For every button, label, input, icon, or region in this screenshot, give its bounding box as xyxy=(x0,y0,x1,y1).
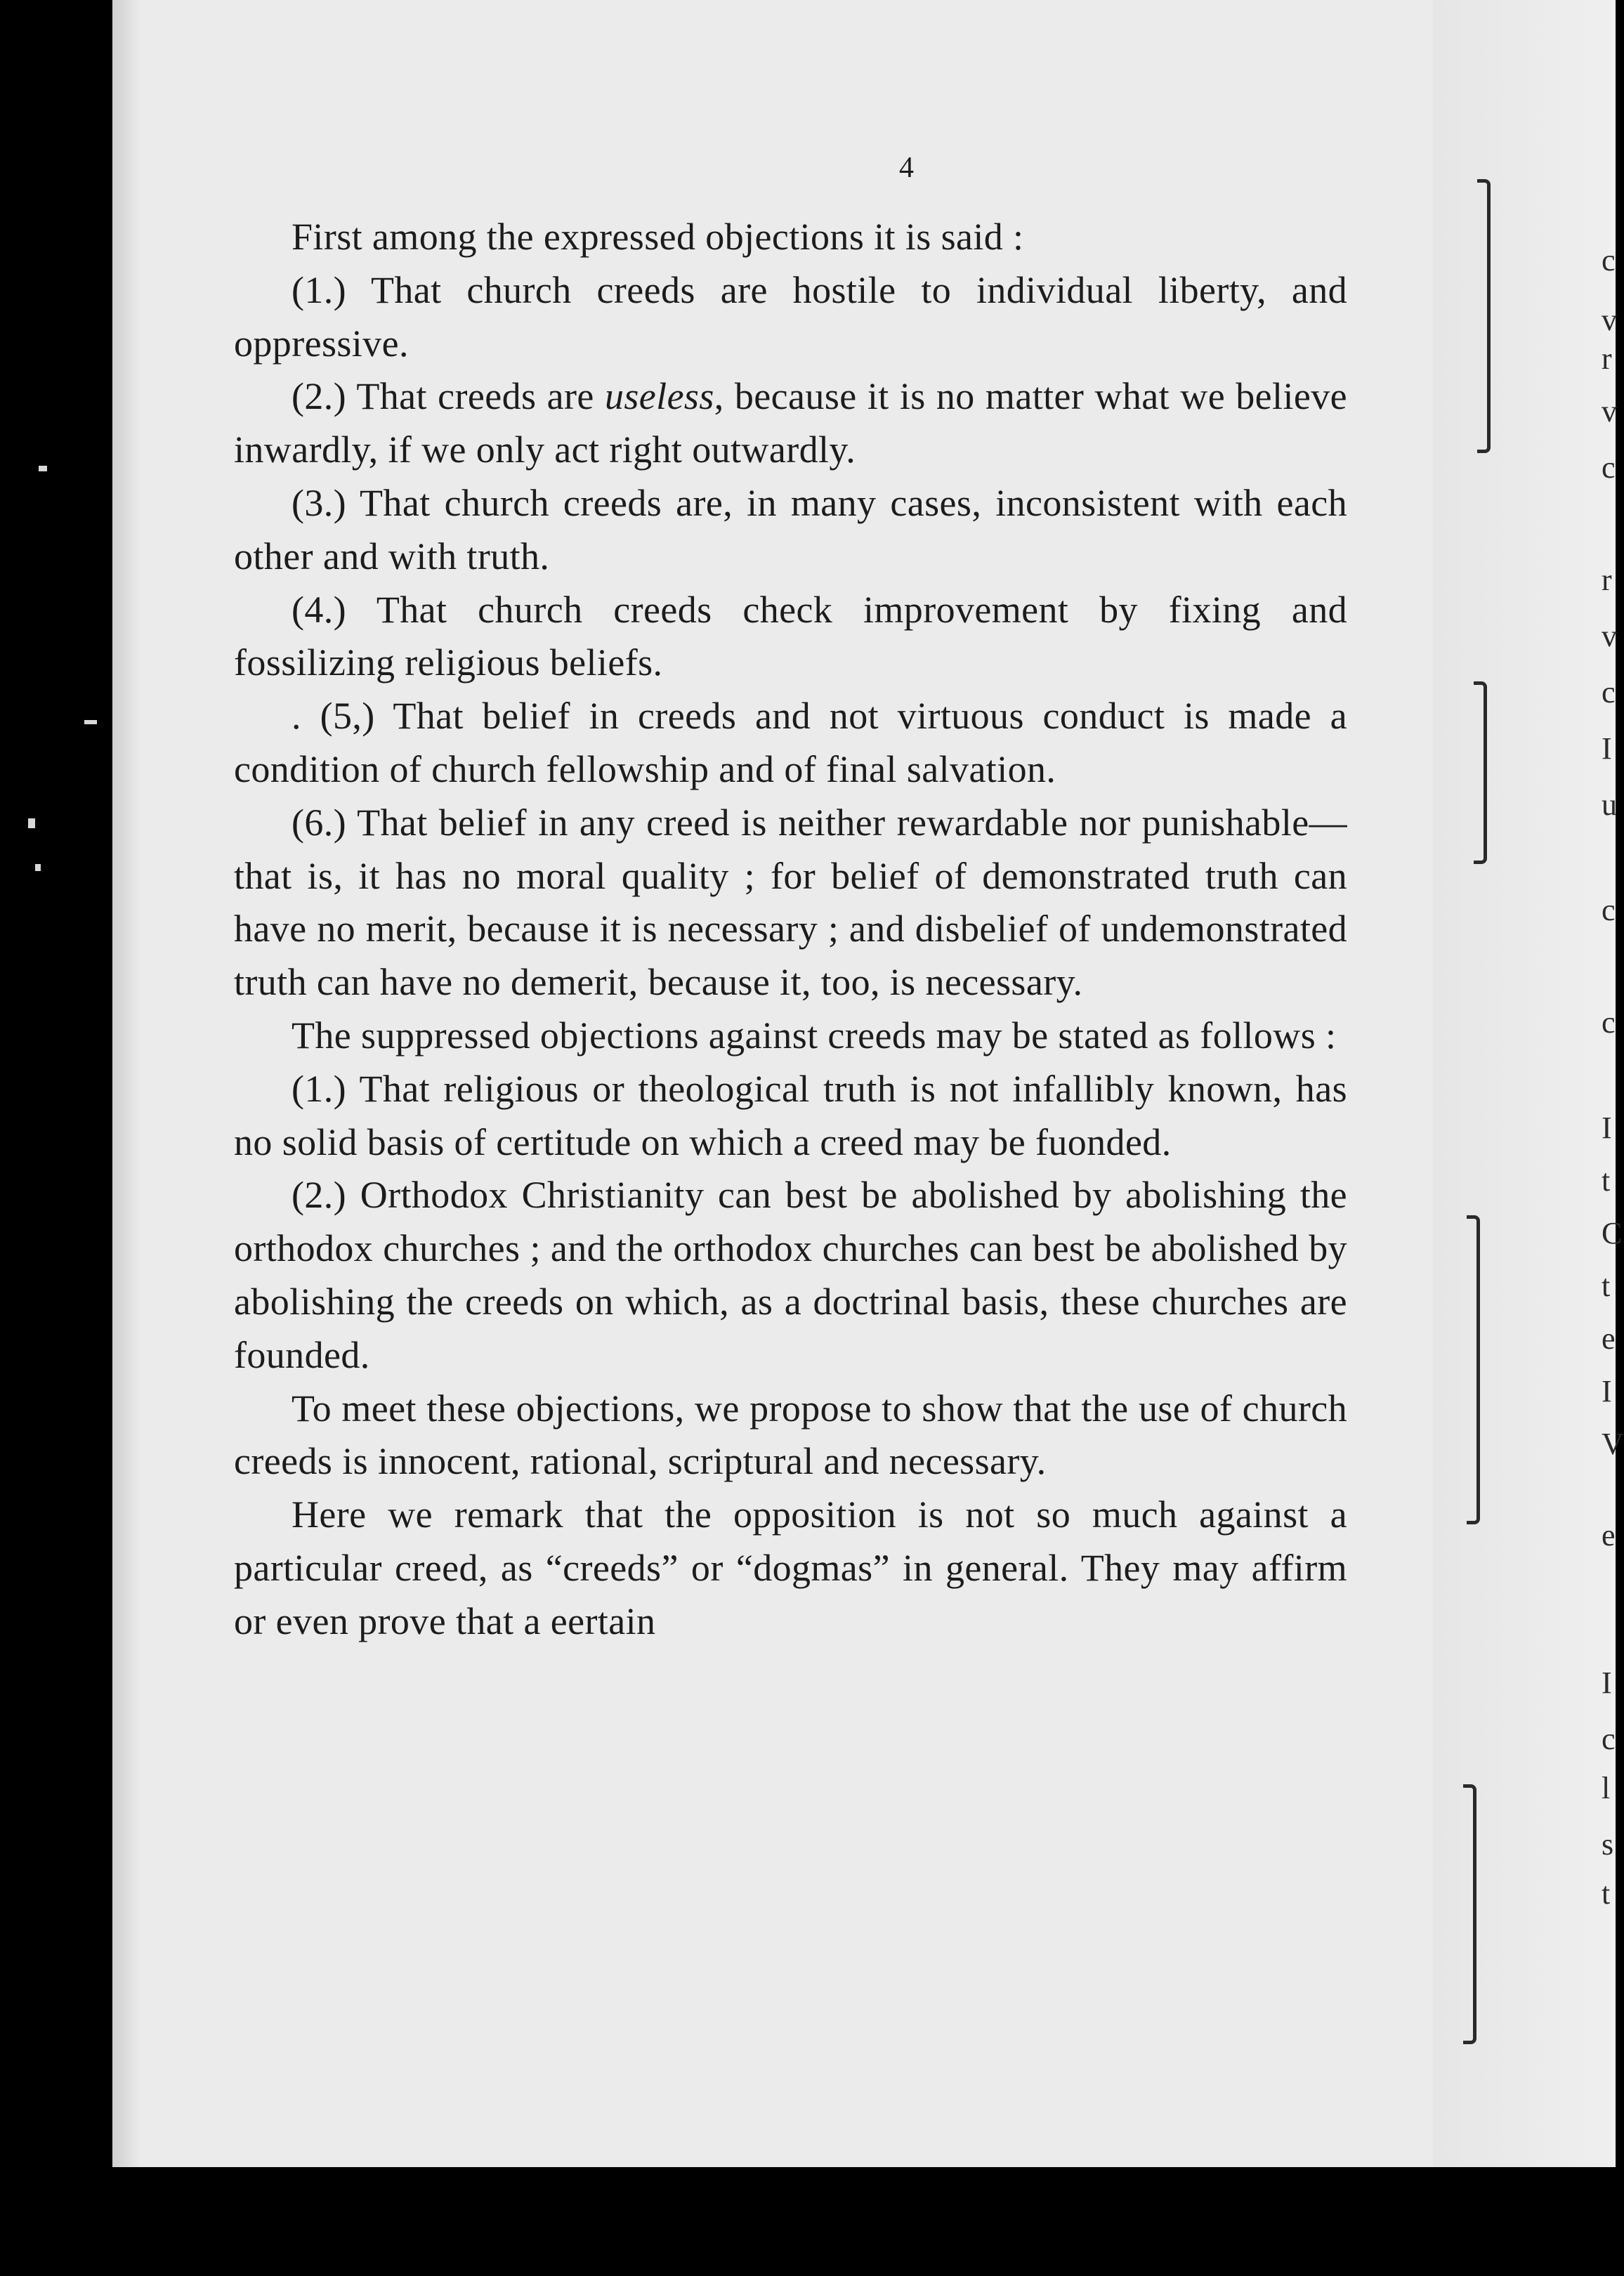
paragraph xyxy=(234,1063,1347,1170)
text-segment: (4.) That church creeds check improvement by fixing and fossilizing religious beliefs. xyxy=(234,588,1347,684)
adjacent-page-letter: v xyxy=(1602,619,1617,653)
adjacent-page-letter: l xyxy=(1602,1771,1611,1805)
paragraph xyxy=(234,1169,1347,1382)
adjacent-page-letter: c xyxy=(1602,450,1616,485)
adjacent-page-letter: c xyxy=(1602,893,1616,927)
adjacent-page-letter: I xyxy=(1602,1666,1612,1700)
binding-bracket xyxy=(1474,681,1487,864)
text-segment: First among the expressed objections it is said : xyxy=(292,216,1024,258)
text-segment: (2.) Orthodox Christianity can best be abolished by abolishing the orthodox churches ; and the orthodox churches can best be abolished by abolishing the creeds on which, as a doctrinal basis, these churches are founded. xyxy=(234,1174,1347,1376)
adjacent-page-letter: t xyxy=(1602,1269,1611,1303)
adjacent-page-letter: c xyxy=(1602,1722,1616,1756)
adjacent-page-letter: s xyxy=(1602,1827,1614,1862)
paragraph xyxy=(234,1009,1347,1063)
binding-bracket xyxy=(1477,179,1491,453)
text-segment: , because it is no matter what we believe inwardly, if we only act right outwardly. xyxy=(234,375,1347,471)
text-segment: (3.) That church creeds are, in many cases, inconsistent with each other and with truth. xyxy=(234,481,1347,577)
adjacent-page-letter: v xyxy=(1602,303,1617,337)
body-text xyxy=(234,211,1347,1649)
paragraph xyxy=(234,477,1347,584)
paragraph xyxy=(234,797,1347,1009)
adjacent-page-letter: c xyxy=(1602,1005,1616,1040)
italic-text: useless xyxy=(604,375,714,418)
adjacent-page-letter: c xyxy=(1602,243,1616,277)
gutter-shadow xyxy=(112,0,140,2167)
adjacent-page-letter: t xyxy=(1602,1876,1611,1911)
adjacent-page-letter: e xyxy=(1602,1518,1616,1552)
adjacent-page-letter: I xyxy=(1602,1111,1612,1145)
margin-speck xyxy=(39,466,47,471)
paragraph xyxy=(234,370,1347,477)
paragraph xyxy=(234,1489,1347,1648)
text-segment: To meet these objections, we propose to show that the use of church creeds is innocent, rational, scriptural and necessary. xyxy=(234,1387,1347,1483)
text-segment: (6.) That belief in any creed is neither rewardable nor punishable—that is, it has no moral quality ; for belief of demonstrated truth can have no merit, because it is necessary ; and disbelief of undemonstrated truth can have no demerit, because it, too, is necessary. xyxy=(234,801,1347,1004)
text-segment: (1.) That church creeds are hostile to individual liberty, and oppressive. xyxy=(234,268,1347,365)
text-segment: (2.) That creeds are xyxy=(292,375,605,418)
adjacent-page-strip xyxy=(1433,0,1616,2167)
paragraph xyxy=(234,690,1347,797)
adjacent-page-letter: C xyxy=(1602,1216,1623,1250)
paragraph xyxy=(234,584,1347,691)
text-segment: (1.) That religious or theological truth is not infallibly known, has no solid basis of certitude on which a creed may be fuonded. xyxy=(234,1067,1347,1163)
binding-bracket xyxy=(1467,1215,1480,1524)
adjacent-page-letter: r xyxy=(1602,563,1612,597)
margin-speck xyxy=(28,818,35,828)
margin-speck xyxy=(84,720,97,724)
text-segment: Here we remark that the opposition is not so much against a particular creed, as “creeds” or “dogmas” in general. They may affirm or even prove that a eertain xyxy=(234,1493,1347,1642)
adjacent-page-letter: r xyxy=(1602,341,1612,376)
text-segment: . (5,) That belief in creeds and not virtuous conduct is made a condition of church fellowship and of final salvation. xyxy=(234,695,1347,790)
adjacent-page-letter: e xyxy=(1602,1321,1616,1356)
paragraph xyxy=(234,264,1347,371)
adjacent-page-letter: t xyxy=(1602,1163,1611,1198)
adjacent-page-letter: u xyxy=(1602,787,1617,822)
text-segment: The suppressed objections against creeds may be stated as follows : xyxy=(292,1014,1337,1057)
adjacent-page-letter: c xyxy=(1602,675,1616,709)
binding-bracket xyxy=(1463,1784,1476,2044)
adjacent-page-letter: V xyxy=(1602,1427,1624,1461)
adjacent-page-letter: I xyxy=(1602,1374,1612,1408)
paragraph xyxy=(234,211,1347,264)
margin-speck xyxy=(35,864,41,871)
adjacent-page-letter: v xyxy=(1602,394,1617,429)
paragraph xyxy=(234,1382,1347,1489)
page-number: 4 xyxy=(899,152,914,184)
adjacent-page-letter: I xyxy=(1602,731,1612,766)
